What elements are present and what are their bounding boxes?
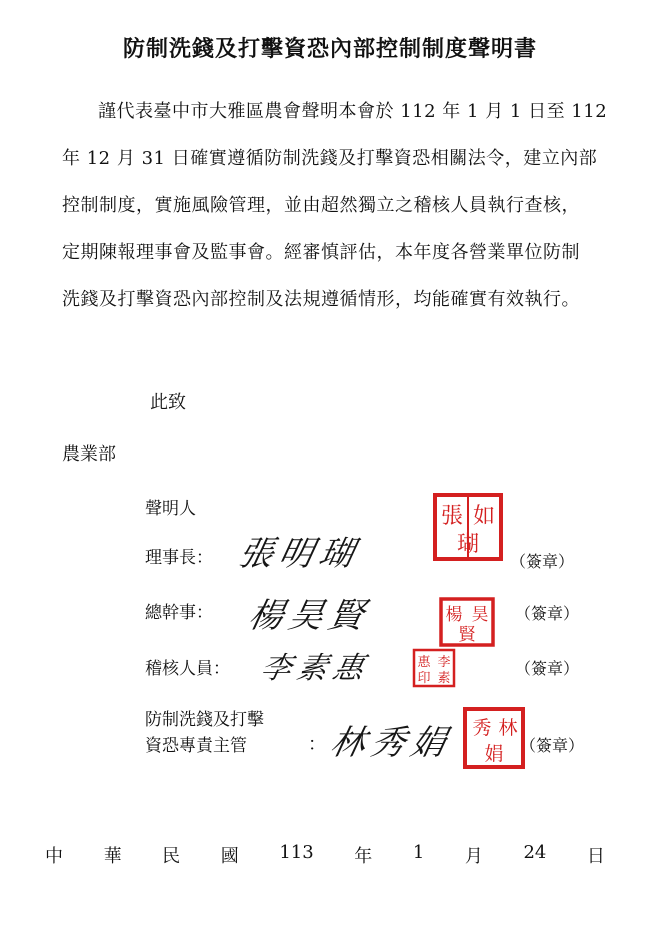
svg-text:素: 素 <box>437 671 451 686</box>
date-part: 中 <box>45 846 63 867</box>
body-line: 洗錢及打擊資恐內部控制及法規遵循情形，均能確實有效執行。 <box>62 289 580 310</box>
svg-text:娟: 娟 <box>484 743 504 765</box>
signature-general-manager: 楊昊賢 <box>245 596 374 636</box>
svg-text:如: 如 <box>472 504 496 529</box>
role-auditor: 稽核人員： <box>145 659 230 679</box>
declaration-body <box>62 88 642 323</box>
svg-text:楊: 楊 <box>445 605 463 625</box>
body-line: 定期陳報理事會及監事會。經審慎評估，本年度各營業單位防制 <box>62 242 580 263</box>
svg-text:秀: 秀 <box>472 717 492 739</box>
stamp-mark-chairman: （簽章） <box>510 552 575 571</box>
date-part: 民 <box>162 846 181 867</box>
role-line: 資恐專責主管 <box>145 736 247 756</box>
svg-text:惠: 惠 <box>417 655 431 670</box>
date-part: 日 <box>586 846 605 867</box>
body-line: 年 12 月 31 日確實遵循防制洗錢及打擊資恐相關法令，建立內部 <box>62 148 598 169</box>
date-part: 月 <box>464 846 483 867</box>
date-part: 24 <box>523 842 547 863</box>
svg-text:林: 林 <box>498 717 518 739</box>
stamp-mark-general-manager: （簽章） <box>515 604 580 623</box>
seal-stamp-icon <box>412 648 456 688</box>
body-line: 控制制度，實施風險管理，並由超然獨立之稽核人員執行查核， <box>62 195 580 216</box>
seal-stamp-icon <box>462 706 526 770</box>
role-chairman: 理事長： <box>145 548 213 568</box>
svg-text:印: 印 <box>417 671 431 686</box>
svg-text:昊: 昊 <box>471 605 489 625</box>
recipient: 農業部 <box>62 444 116 465</box>
signature-aml-officer: 林秀娟 <box>327 723 456 763</box>
role-general-manager: 總幹事： <box>145 603 213 623</box>
date-part: 113 <box>279 842 314 863</box>
svg-text:瑚: 瑚 <box>456 532 480 557</box>
closing-salutation: 此致 <box>150 392 186 413</box>
role-separator: ： <box>308 734 326 755</box>
seal-stamp-icon <box>432 492 504 562</box>
signature-auditor: 李素惠 <box>257 651 373 686</box>
svg-text:賢: 賢 <box>458 625 476 645</box>
date-part: 國 <box>220 846 239 867</box>
svg-text:李: 李 <box>437 655 451 670</box>
svg-text:張: 張 <box>440 504 464 529</box>
document-title: 防制洗錢及打擊資恐內部控制制度聲明書 <box>122 37 537 62</box>
signature-chairman: 張明瑚 <box>235 534 364 574</box>
role-aml-officer <box>145 707 264 759</box>
document-date <box>45 842 605 868</box>
role-line: 防制洗錢及打擊 <box>145 710 264 730</box>
stamp-mark-aml-officer: （簽章） <box>520 736 585 755</box>
seal-stamp-icon <box>438 596 496 648</box>
body-line: 謹代表臺中市大雅區農會聲明本會於 112 年 1 月 1 日至 112 <box>98 101 608 122</box>
date-part: 1 <box>412 842 425 863</box>
date-part: 年 <box>354 846 373 867</box>
stamp-mark-auditor: （簽章） <box>515 659 580 678</box>
declarant-label: 聲明人 <box>145 499 196 519</box>
date-part: 華 <box>103 846 122 867</box>
